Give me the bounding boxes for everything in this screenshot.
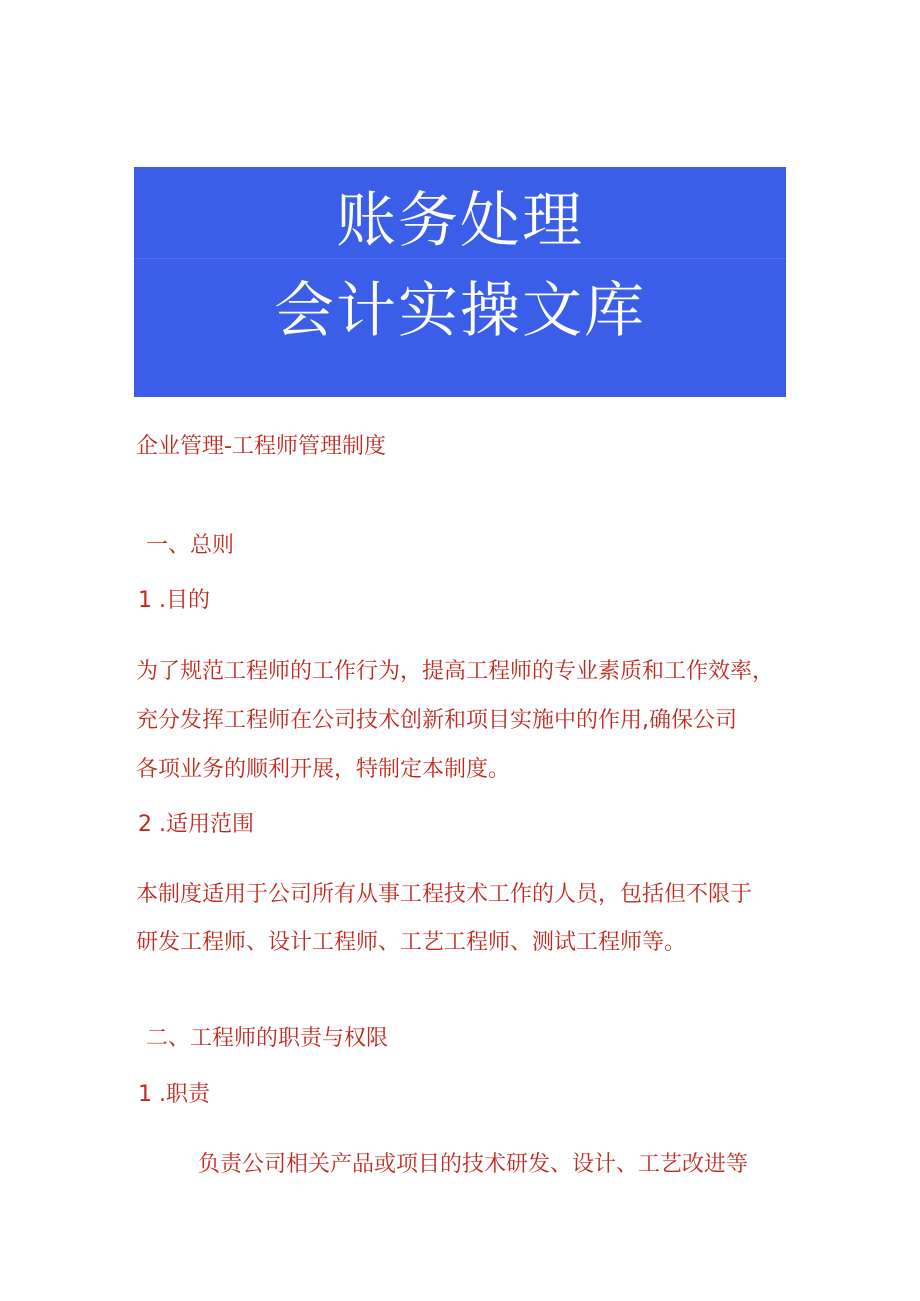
banner-title-line1: 账务处理 <box>336 186 584 256</box>
paragraph-line: 为了规范工程师的工作行为，提高工程师的专业素质和工作效率， <box>136 659 775 684</box>
paragraph-line: 研发工程师、设计工程师、工艺工程师、测试工程师等。 <box>136 930 687 955</box>
paragraph-line: 本制度适用于公司所有从事工程技术工作的人员，包括但不限于 <box>136 882 753 907</box>
header-banner <box>134 167 786 397</box>
paragraph-line: 充分发挥工程师在公司技术创新和项目实施中的作用,确保公司 <box>136 708 737 733</box>
banner-divider <box>134 258 786 259</box>
banner-title-line2: 会计实操文库 <box>274 276 646 346</box>
subheading-duties: 1 .职责 <box>138 1082 210 1107</box>
section-heading-general: 一、总则 <box>146 533 235 558</box>
document-title: 企业管理-工程师管理制度 <box>136 434 386 459</box>
paragraph-line: 各项业务的顺利开展，特制定本制度。 <box>136 757 511 782</box>
subheading-purpose: 1 .目的 <box>138 588 210 613</box>
paragraph-line: 负责公司相关产品或项目的技术研发、设计、工艺改进等 <box>198 1152 749 1177</box>
section-heading-duties: 二、工程师的职责与权限 <box>146 1026 389 1051</box>
subheading-scope: 2 .适用范围 <box>138 812 254 837</box>
